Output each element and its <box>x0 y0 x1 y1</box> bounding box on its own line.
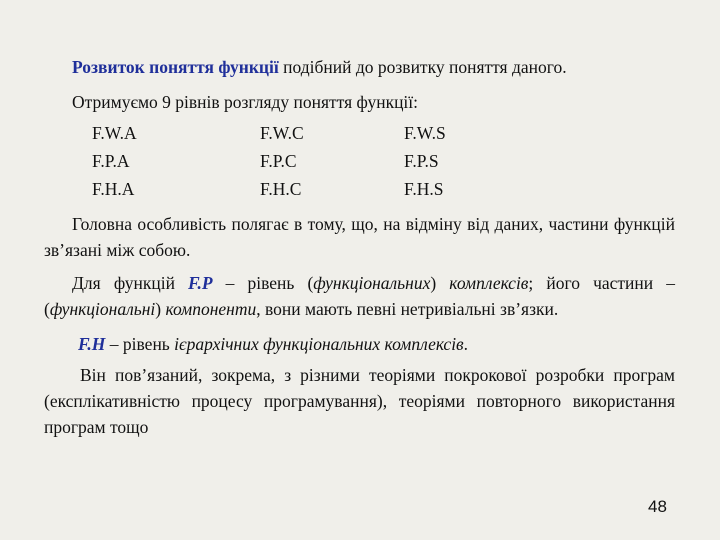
intro-paragraph <box>44 54 675 80</box>
level-cell: F.P.S <box>404 151 439 171</box>
levels-intro: Отримуємо 9 рівнів розгляду поняття функції: <box>72 92 419 112</box>
fp-text-mid4: ) <box>155 299 166 319</box>
fp-text-post: , вони мають певні нетривіальні зв’язки. <box>256 299 559 319</box>
level-cell: F.P.C <box>260 151 297 171</box>
main-feature-paragraph: Головна особливість полягає в тому, що, на відміну від даних, частини функцій зв’язані між собою. <box>44 214 675 260</box>
fp-italic-4: компоненти <box>165 299 257 319</box>
page-number: 48 <box>648 497 667 516</box>
level-cell: F.H.S <box>404 179 444 199</box>
fp-italic-3: функціональні <box>49 299 156 319</box>
fp-paragraph <box>44 270 675 322</box>
level-cell: F.W.A <box>92 123 137 143</box>
level-cell: F.W.S <box>404 123 446 143</box>
fp-text-mid2: ) <box>430 273 450 293</box>
fp-text-mid1: – рівень ( <box>212 273 314 293</box>
fp-text-mid3: ; його частини – ( <box>44 273 675 319</box>
level-cell: F.H.C <box>260 179 302 199</box>
intro-text: подібний до розвитку поняття даного. <box>278 57 567 77</box>
related-paragraph: Він пов’язаний, зокрема, з різними теоріями покрокової розробки програм (експлікативністю процесу програмування), теоріями повторного використання програм тощо <box>44 365 675 437</box>
fh-text-post: . <box>463 334 469 354</box>
fh-italic: ієрархічних функціональних комплексів <box>174 334 464 354</box>
fh-text-mid: – рівень <box>105 334 175 354</box>
fp-italic-1: функціональних <box>313 273 431 293</box>
fp-text-pre: Для функцій <box>72 273 189 293</box>
level-cell: F.P.A <box>92 151 130 171</box>
fp-code: F.P <box>188 273 213 293</box>
heading-term: Розвиток поняття функції <box>72 57 279 77</box>
level-cell: F.W.C <box>260 123 304 143</box>
fh-paragraph <box>44 331 675 357</box>
level-cell: F.H.A <box>92 179 135 199</box>
fh-code: F.H <box>78 334 106 354</box>
fp-italic-2: комплексів <box>449 273 529 293</box>
